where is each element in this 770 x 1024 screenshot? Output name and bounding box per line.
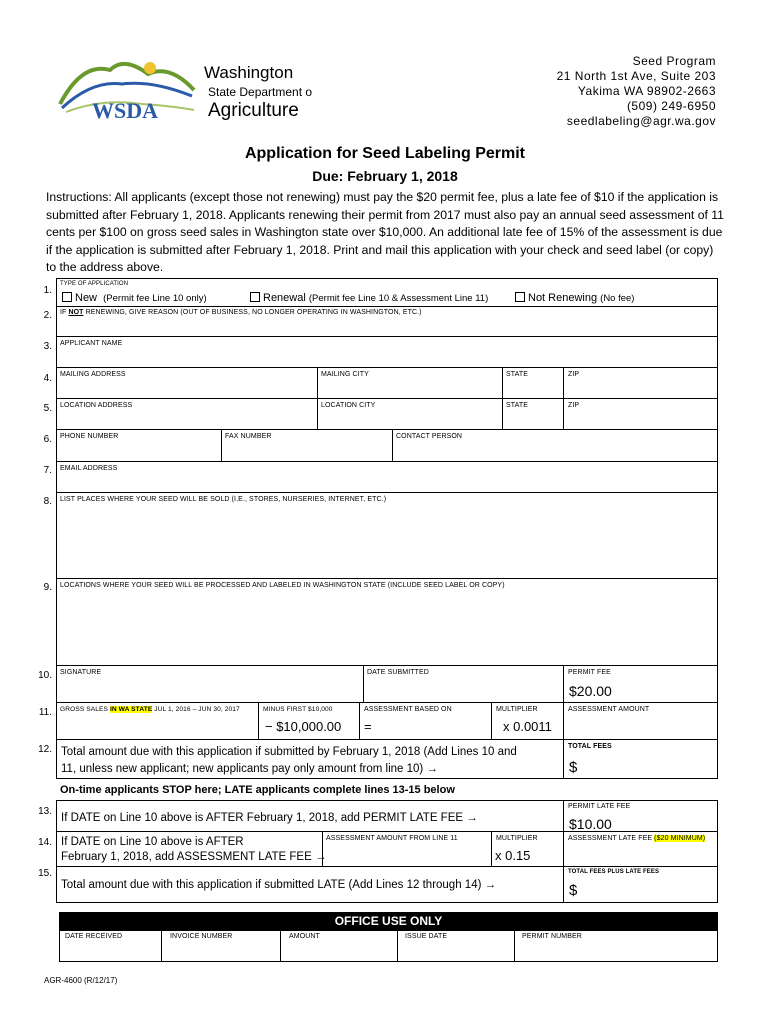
due-date: Due: February 1, 2018 [312,168,458,184]
locations-processed-label: LOCATIONS WHERE YOUR SEED WILL BE PROCESSED AND LABELED IN WASHINGTON STATE (INCLUDE SEED LABEL OR COPY) [60,582,505,589]
office-use-header: OFFICE USE ONLY [59,912,718,931]
option-not-renewing[interactable] [515,292,634,304]
multiplier-value: x 0.0011 [503,719,552,734]
equals-sign: = [364,719,372,734]
line-number: 14. [38,837,52,848]
contact-line: 21 North 1st Ave, Suite 203 [556,69,716,83]
form-title: Application for Seed Labeling Permit [244,145,526,162]
location-zip-label: ZIP [568,402,580,409]
contact-line: Seed Program [632,54,716,68]
permit-number-label: PERMIT NUMBER [522,933,582,940]
permit-fee-value: $20.00 [569,683,612,699]
line14-text-b: February 1, 2018, add ASSESSMENT LATE FEE → [61,851,327,863]
location-city-label: LOCATION CITY [321,402,376,409]
applicant-name-field[interactable] [56,336,718,368]
permit-late-fee-label: PERMIT LATE FEE [568,803,631,810]
line-number: 6. [43,434,52,445]
logo-washington: Washington [204,63,294,82]
line12-text: Total amount due with this application if submitted by February 1, 2018 (Add Lines 10 and 11, unless new applicant; new applicants pay only amount from line 10) → [61,746,517,775]
total-late-fees-label: TOTAL FEES PLUS LATE FEES [568,869,660,875]
option-new-note: (Permit fee Line 10 only) [103,293,207,304]
gross-sales-highlight: IN WA STATE [109,706,153,713]
reason-not: NOT [68,309,84,316]
assessment-from-line11-label: ASSESSMENT AMOUNT FROM LINE 11 [326,835,458,842]
ontime-note: On-time applicants STOP here; LATE applicants complete lines 13-15 below [60,784,455,796]
line-number: 4. [43,373,52,384]
late-multiplier-label: MULTIPLIER [496,835,538,842]
assessment-based-label: ASSESSMENT BASED ON [364,706,452,713]
line-number: 9. [43,582,52,593]
line-number: 15. [38,868,52,879]
applicant-name-label: APPLICANT NAME [60,340,123,347]
reason-pre: IF [60,309,69,316]
total-fees-label: TOTAL FEES [568,743,612,750]
contact-line: Yakima WA 98902-2663 [577,84,716,98]
option-new-label: New [75,292,98,304]
option-not-renewing-label: Not Renewing [528,292,598,304]
option-not-renewing-note: (No fee) [600,293,635,304]
location-address-label: LOCATION ADDRESS [60,402,133,409]
line-number: 11. [38,707,52,718]
email-address-label: EMAIL ADDRESS [60,465,118,472]
contact-person-label: CONTACT PERSON [396,433,463,440]
gross-sales-label [60,706,240,713]
new-checkbox[interactable] [62,292,72,302]
mailing-city-label: MAILING CITY [321,371,369,378]
assessment-amount-label: ASSESSMENT AMOUNT [568,706,650,713]
minus-first-value: − $10,000.00 [265,719,342,734]
amount-label: AMOUNT [289,933,320,940]
places-sold-field[interactable] [56,492,718,579]
mailing-zip-field[interactable] [563,367,718,399]
line-number: 5. [43,403,52,414]
logo-state-dept: State Department of [208,85,312,99]
places-sold-label: LIST PLACES WHERE YOUR SEED WILL BE SOLD (I.E., STORES, NURSERIES, INTERNET, ETC.) [60,496,387,503]
gross-sales-post: JUL 1, 2016 – JUN 30, 2017 [152,706,240,713]
wsda-badge-text: WSDA [92,98,159,123]
permit-late-fee-value: $10.00 [569,816,612,832]
late-multiplier-value: x 0.15 [495,848,531,863]
line14-text-a: If DATE on Line 10 above is AFTER [61,836,244,848]
option-renewal[interactable] [250,292,488,304]
mailing-address-label: MAILING ADDRESS [60,371,126,378]
phone-number-label: PHONE NUMBER [60,433,119,440]
reason-post: RENEWING, GIVE REASON (OUT OF BUSINESS, NO LONGER OPERATING IN WASHINGTON, ETC.) [83,309,422,316]
option-renewal-note: (Permit fee Line 10 & Assessment Line 11) [308,293,489,304]
option-renewal-label: Renewal [263,292,306,304]
assessment-late-fee-label [568,835,705,842]
minus-first-label: MINUS FIRST $10,000 [263,706,333,713]
signature-field[interactable] [56,665,364,703]
line-number: 13. [38,806,52,817]
line-number: 3. [43,341,52,352]
total-late-fees-dollar: $ [569,882,578,899]
type-of-application-label: TYPE OF APPLICATION [60,281,129,287]
issue-date-label: ISSUE DATE [405,933,448,940]
line-number: 7. [43,465,52,476]
line15-text: Total amount due with this application if submitted LATE (Add Lines 12 through 14) → [61,879,497,891]
line-number: 10. [38,670,52,681]
reason-label [60,309,422,316]
date-submitted-label: DATE SUBMITTED [367,669,429,676]
minimum-note: ($20 MINIMUM) [654,835,706,842]
contact-email[interactable]: seedlabeling@agr.wa.gov [566,114,716,128]
mailing-state-label: STATE [506,371,529,378]
invoice-number-label: INVOICE NUMBER [170,933,233,940]
not-renewing-checkbox[interactable] [515,292,525,302]
logo-agriculture: Agriculture [208,100,299,121]
option-new[interactable] [62,292,207,304]
permit-fee-label: PERMIT FEE [568,669,611,676]
renewal-checkbox[interactable] [250,292,260,302]
line-number: 2. [43,310,52,321]
signature-label: SIGNATURE [60,669,102,676]
total-fees-dollar: $ [569,759,578,776]
line-number: 1. [43,285,52,296]
instructions: Instructions: All applicants (except those not renewing) must pay the $20 permit fee, plus a late fee of $10 if the application is submitted after February 1, 2018. Applicants renewing their permit from 2017 must also pay an annual seed assessment of 11 cents per $100 on gross seed sales in Washington state over $10,000. An additional late fee of 15% of the assessment is due if the application is submitted after February 1, 2018. Print and mail this application with your check and seed label (or copy) to the address above. [46,190,724,274]
line-number: 12. [38,744,52,755]
email-address-field[interactable] [56,461,718,493]
line-number: 8. [43,496,52,507]
gross-sales-pre: GROSS SALES [60,706,110,713]
form-number: AGR-4600 (R/12/17) [44,976,118,985]
wsda-logo-graphic [52,52,312,127]
assessment-late-fee-text: ASSESSMENT LATE FEE [568,835,655,842]
date-received-label: DATE RECEIVED [65,933,123,940]
mailing-zip-label: ZIP [568,371,580,378]
line13-text: If DATE on Line 10 above is AFTER February 1, 2018, add PERMIT LATE FEE → [61,812,478,824]
fax-number-label: FAX NUMBER [225,433,272,440]
contact-line: (509) 249-6950 [626,99,716,113]
locations-processed-field[interactable] [56,578,718,666]
location-state-label: STATE [506,402,529,409]
program-contact [557,54,716,129]
multiplier-label: MULTIPLIER [496,706,538,713]
location-zip-field[interactable] [563,398,718,430]
wsda-logo [52,52,312,127]
